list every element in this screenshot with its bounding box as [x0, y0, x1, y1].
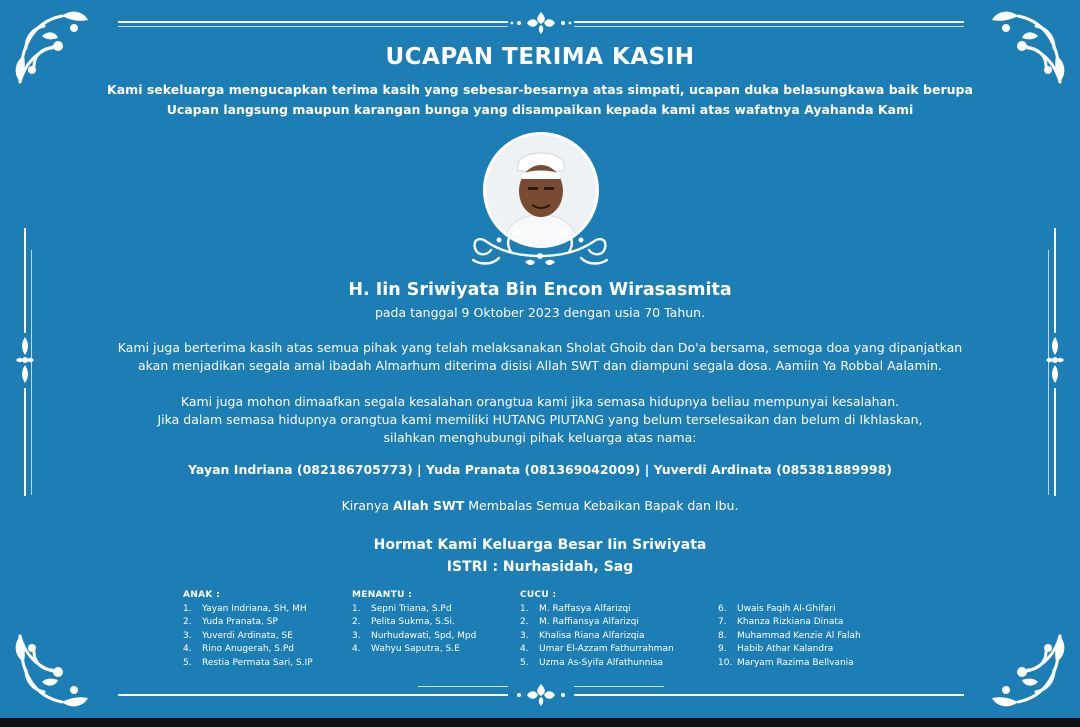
closing-prayer	[0, 498, 1080, 513]
apology-line-3: silahkan menghubungi pihak keluarga atas nama:	[383, 430, 697, 445]
list-item: 4. Umar El-Azzam Fathurrahman	[520, 644, 674, 654]
gratitude-line-2: akan menjadikan segala amal ibadah Almarhum diterima disisi Allah SWT dan diampuni segala dosa. Aamiin Ya Robbal Aalamin.	[137, 358, 943, 373]
list-item: 4. Wahyu Saputra, S.E	[352, 644, 460, 654]
list-item: 2. M. Raffiansya Alfarizqi	[520, 617, 639, 627]
cucu-heading: CUCU :	[520, 590, 557, 600]
cucu-list-2	[718, 589, 861, 670]
apology-line-2: Jika dalam semasa hidupnya orangtua kami memiliki HUTANG PIUTANG yang belum terselesaikan dan belum di Ikhlaskan,	[157, 412, 923, 427]
family-contacts: Yayan Indriana (082186705773) | Yuda Pranata (081369042009) | Yuverdi Ardinata (085381889998)	[188, 462, 892, 477]
apology-paragraph	[0, 393, 1080, 447]
list-item: 1. Sepni Triana, S.Pd	[352, 603, 452, 614]
gratitude-paragraph	[0, 339, 1080, 375]
apology-line-1: Kami juga mohon dimaafkan segala kesalahan orangtua kami jika semasa hidupnya beliau mempunyai kesalahan.	[180, 394, 900, 409]
wife-name: ISTRI : Nurhasidah, Sag	[446, 559, 634, 575]
family-regards: Hormat Kami Keluarga Besar Iin Sriwiyata	[373, 537, 707, 553]
bottom-border-left	[118, 694, 508, 696]
list-item: 4. Rino Anugerah, S.Pd	[183, 644, 294, 654]
top-border-right	[574, 21, 964, 23]
bottom-dark-strip	[0, 718, 1080, 727]
list-item: 8. Muhammad Kenzie Al Falah	[718, 630, 861, 641]
bottom-border-left-thin	[418, 686, 508, 687]
menantu-list	[352, 589, 476, 657]
closing-suffix: Membalas Semua Kebaikan Bapak dan Ibu.	[464, 498, 739, 513]
bottom-divider-ornament-icon	[505, 682, 577, 708]
corner-ornament-bottom-right-icon	[986, 628, 1068, 710]
list-item: 7. Khanza Rizkiana Dinata	[718, 617, 844, 627]
list-item: 5. Restia Permata Sari, S.IP	[183, 657, 313, 668]
corner-ornament-bottom-left-icon	[12, 628, 94, 710]
bottom-border-right-thin	[574, 686, 664, 687]
list-item: 10. Maryam Razima Bellvania	[718, 657, 854, 668]
list-item: 3. Nurhudawati, Spd, Mpd	[352, 630, 477, 641]
list-item: 6. Uwais Faqih Al-Ghifari	[718, 603, 836, 614]
list-item: 9. Habib Athar Kalandra	[718, 644, 834, 654]
list-item: 2. Yuda Pranata, SP	[183, 617, 278, 627]
list-item: 1. M. Raffasya Alfarizqi	[520, 603, 631, 614]
intro-line-2: Ucapan langsung maupun karangan bunga yang disampaikan kepada kami atas wafatnya Ayahanda Kami	[166, 102, 914, 117]
list-item: 5. Uzma As-Syifa Alfathunnisa	[520, 657, 664, 668]
deceased-name: H. Iin Sriwiyata Bin Encon Wirasasmita	[348, 280, 732, 300]
gratitude-line-1: Kami juga berterima kasih atas semua pihak yang telah melaksanakan Sholat Ghoib dan Do'a bersama, semoga doa yang dipanjatkan	[117, 340, 963, 355]
top-border-left	[118, 21, 508, 23]
cucu-heading-spacer	[718, 589, 861, 603]
top-divider-ornament-icon	[505, 10, 577, 36]
closing-prefix: Kiranya	[341, 498, 394, 513]
list-item: 3. Khalisa Riana Alfarizqia	[520, 630, 645, 641]
top-border-right-thin	[574, 26, 964, 27]
anak-heading: ANAK :	[183, 590, 220, 600]
bottom-border-right	[574, 694, 964, 696]
closing-bold: Allah SWT	[393, 498, 465, 513]
card-title: UCAPAN TERIMA KASIH	[385, 44, 695, 70]
top-border-left-thin	[118, 26, 508, 27]
menantu-heading: MENANTU :	[352, 590, 413, 600]
anak-list	[183, 589, 313, 670]
portrait-floral-ornament-icon	[465, 222, 615, 270]
list-item: 3. Yuverdi Ardinata, SE	[183, 630, 293, 641]
list-item: 1. Yayan Indriana, SH, MH	[183, 603, 307, 614]
intro-text	[0, 80, 1080, 120]
deceased-date-line: pada tanggal 9 Oktober 2023 dengan usia 70 Tahun.	[374, 305, 706, 320]
intro-line-1: Kami sekeluarga mengucapkan terima kasih yang sebesar-besarnya atas simpati, ucapan duka belasungkawa baik berupa	[107, 82, 973, 97]
cucu-list-1	[520, 589, 674, 670]
list-item: 2. Pelita Sukma, S.Si.	[352, 617, 455, 627]
